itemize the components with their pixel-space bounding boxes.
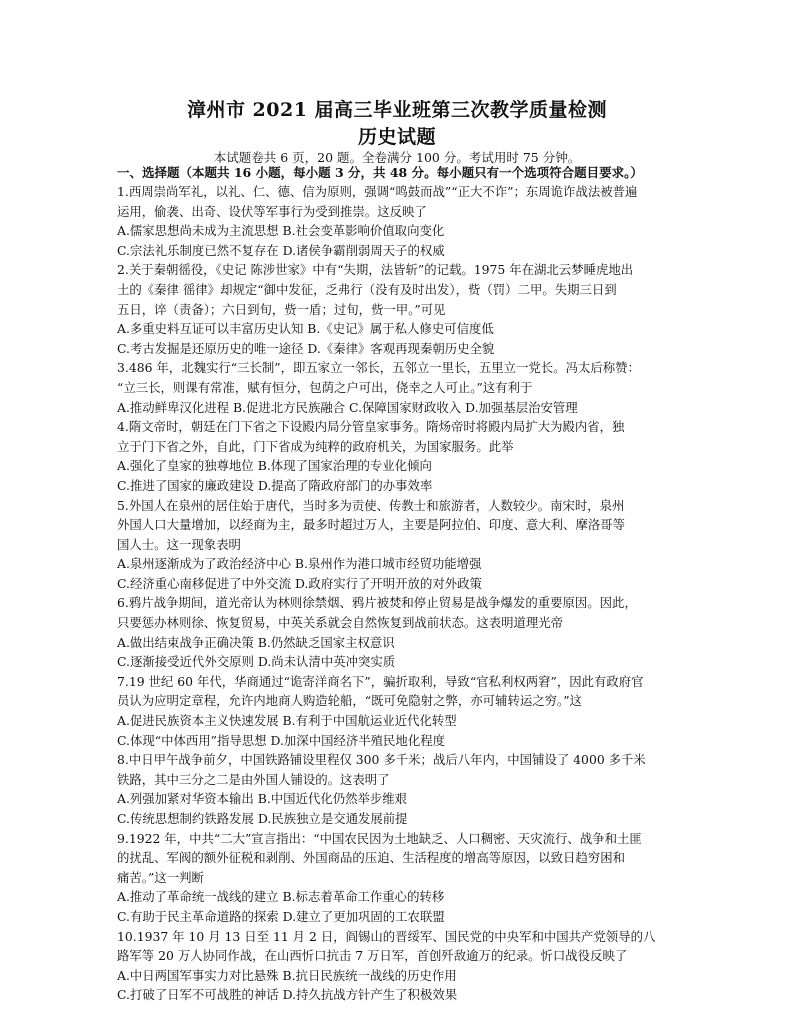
question-4 [117, 417, 685, 495]
option-line: C.逐渐接受近代外交原则 D.尚未认清中英冲突实质 [117, 654, 396, 670]
question-stem-line: 五日，谇（责备）；六日到旬，赀一盾；过旬，赀一甲。”可见 [117, 301, 446, 317]
question-stem-line: 外国人口大量增加，以经商为主，最多时超过万人，主要是阿拉伯、印度、意大利、摩洛哥等 [117, 517, 626, 533]
question-stem-line: 2.关于秦朝徭役，《史记 陈涉世家》中有“失期，法皆斩”的记载。1975 年在湖北云梦睡虎地出 [117, 262, 634, 278]
section-heading: 一、选择题（本题共 16 小题，每小题 3 分，共 48 分。每小题只有一个选项符合题目要求。） [117, 165, 643, 180]
question-3 [117, 358, 685, 417]
question-stem-line: 的扰乱、军阀的额外征税和剥削、外国商品的压迫、生活程度的增高等原因，以致日趋穷困和 [117, 850, 626, 866]
option-line: A.中日两国军事实力对比悬殊 B.抗日民族统一战线的历史作用 [117, 967, 457, 983]
question-stem-line: 铁路，其中三分之二是由外国人铺设的。这表明了 [117, 771, 390, 787]
question-6 [117, 593, 685, 671]
question-stem-line: 国人士。这一现象表明 [117, 536, 241, 552]
option-line: A.做出结束战争正确决策 B.仍然缺乏国家主权意识 [117, 634, 395, 650]
question-7 [117, 672, 685, 750]
subject-title: 历史试题 [357, 126, 436, 148]
question-2 [117, 260, 685, 358]
question-stem-line: 痛苦。”这一判断 [117, 869, 204, 885]
question-9 [117, 829, 685, 927]
question-8 [117, 750, 685, 828]
option-line: A.强化了皇家的独尊地位 B.体现了国家治理的专业化倾向 [117, 458, 432, 474]
question-stem-line: 8.中日甲午战争前夕，中国铁路铺设里程仅 300 多千米；战后八年内，中国铺设了 4000 多千米 [117, 752, 646, 768]
question-stem-line: 土的《秦律 徭律》却规定“御中发征，乏弗行（没有及时出发），赀（罚）二甲。失期三日到 [117, 281, 617, 297]
question-10 [117, 927, 685, 1005]
option-line: C.经济重心南移促进了中外交流 D.政府实行了开明开放的对外政策 [117, 575, 482, 591]
question-stem-line: 运用，偷袭、出奇、设伏等军事行为受到推崇。这反映了 [117, 203, 427, 219]
question-stem-line: 9.1922 年，中共“二大”宣言指出：“中国农民因为土地缺乏、人口稠密、天灾流行、战争和土匪 [117, 830, 642, 846]
question-stem-line: 10.1937 年 10 月 13 日至 11 月 2 日，阎锡山的晋绥军、国民党的中央军和中国共产党领导的八 [117, 928, 656, 944]
option-line: A.泉州逐渐成为了政治经济中心 B.泉州作为港口城市经贸功能增强 [117, 556, 482, 572]
exam-title: 漳州市 2021 届高三毕业班第三次教学质量检测 [186, 99, 608, 121]
option-line: C.推进了国家的廉政建设 D.提高了隋政府部门的办事效率 [117, 477, 433, 493]
option-line: A.推动了革命统一战线的建立 B.标志着革命工作重心的转移 [117, 889, 445, 905]
question-1 [117, 182, 685, 260]
question-list [117, 182, 685, 1005]
question-stem-line: 立于门下省之外，自此，门下省成为纯粹的政府机关，为国家服务。此举 [117, 438, 514, 454]
question-stem-line: “立三长，则课有常准，赋有恒分，包荫之户可出，侥幸之人可止。”这有利于 [117, 379, 533, 395]
question-stem-line: 1.西周崇尚军礼，以礼、仁、德、信为原则，强调“鸣鼓而战”“正大不诈”；东周诡诈战法被普遍 [117, 184, 638, 199]
question-stem-line: 6.鸦片战争期间，道光帝认为林则徐禁烟、鸦片被焚和停止贸易是战争爆发的重要原因。因此， [117, 595, 637, 611]
question-5 [117, 496, 685, 594]
option-line: C.有助于民主革命道路的探索 D.建立了更加巩固的工农联盟 [117, 908, 445, 924]
question-stem-line: 3.486 年，北魏实行“三长制”，即五家立一邻长，五邻立一里长，五里立一党长。冯太后称赞： [117, 360, 640, 376]
option-line: A.列强加紧对华资本输出 B.中国近代化仍然举步维艰 [117, 791, 408, 807]
question-stem-line: 5.外国人在泉州的居住始于唐代，当时多为贡使、传教士和旅游者，人数较少。南宋时，泉州 [117, 497, 625, 513]
exam-info: 本试题卷共 6 页，20 题。全卷满分 100 分。考试用时 75 分钟。 [213, 150, 581, 165]
option-line: C.考古发掘是还原历史的唯一途径 D.《秦律》客观再现秦朝历史全貌 [117, 340, 495, 356]
question-stem-line: 路军等 20 万人协同作战，在山西忻口抗击 7 万日军，首创歼敌逾万的纪录。忻口战役反映了 [117, 948, 628, 964]
option-line: A.儒家思想尚未成为主流思想 B.社会变革影响价值取向变化 [117, 223, 445, 239]
question-stem-line: 4.隋文帝时，朝廷在门下省之下设殿内局分管皇家事务。隋炀帝时将殿内局扩大为殿内省，独 [117, 419, 625, 435]
option-line: A.促进民族资本主义快速发展 B.有利于中国航运业近代化转型 [117, 713, 457, 729]
question-stem-line: 员认为应明定章程，允许内地商人购造轮船，“既可免隐射之弊，亦可辅转运之穷。”这 [117, 693, 582, 709]
option-line: C.传统思想制约铁路发展 D.民族独立是交通发展前提 [117, 811, 408, 826]
question-stem-line: 只要惩办林则徐、恢复贸易，中英关系就会自然恢复到战前状态。这表明道理光帝 [117, 615, 564, 631]
question-stem-line: 7.19 世纪 60 年代，华商通过“诡寄洋商名下”，骗折取利，导致“官私利权两窘”，因此有政府官 [117, 673, 644, 689]
option-line: C.体现“中体西用”指导思想 D.加深中国经济半殖民地化程度 [117, 732, 445, 748]
option-line: A.多重史料互证可以丰富历史认知 B.《史记》属于私人修史可信度低 [117, 321, 494, 337]
option-line: C.打破了日军不可战胜的神话 D.持久抗战方针产生了积极效果 [117, 987, 458, 1003]
option-line: C.宗法礼乐制度已然不复存在 D.诸侯争霸削弱周天子的权威 [117, 242, 445, 258]
option-line: A.推动鲜卑汉化进程 B.促进北方民族融合 C.保障国家财政收入 D.加强基层治安管理 [117, 399, 578, 415]
